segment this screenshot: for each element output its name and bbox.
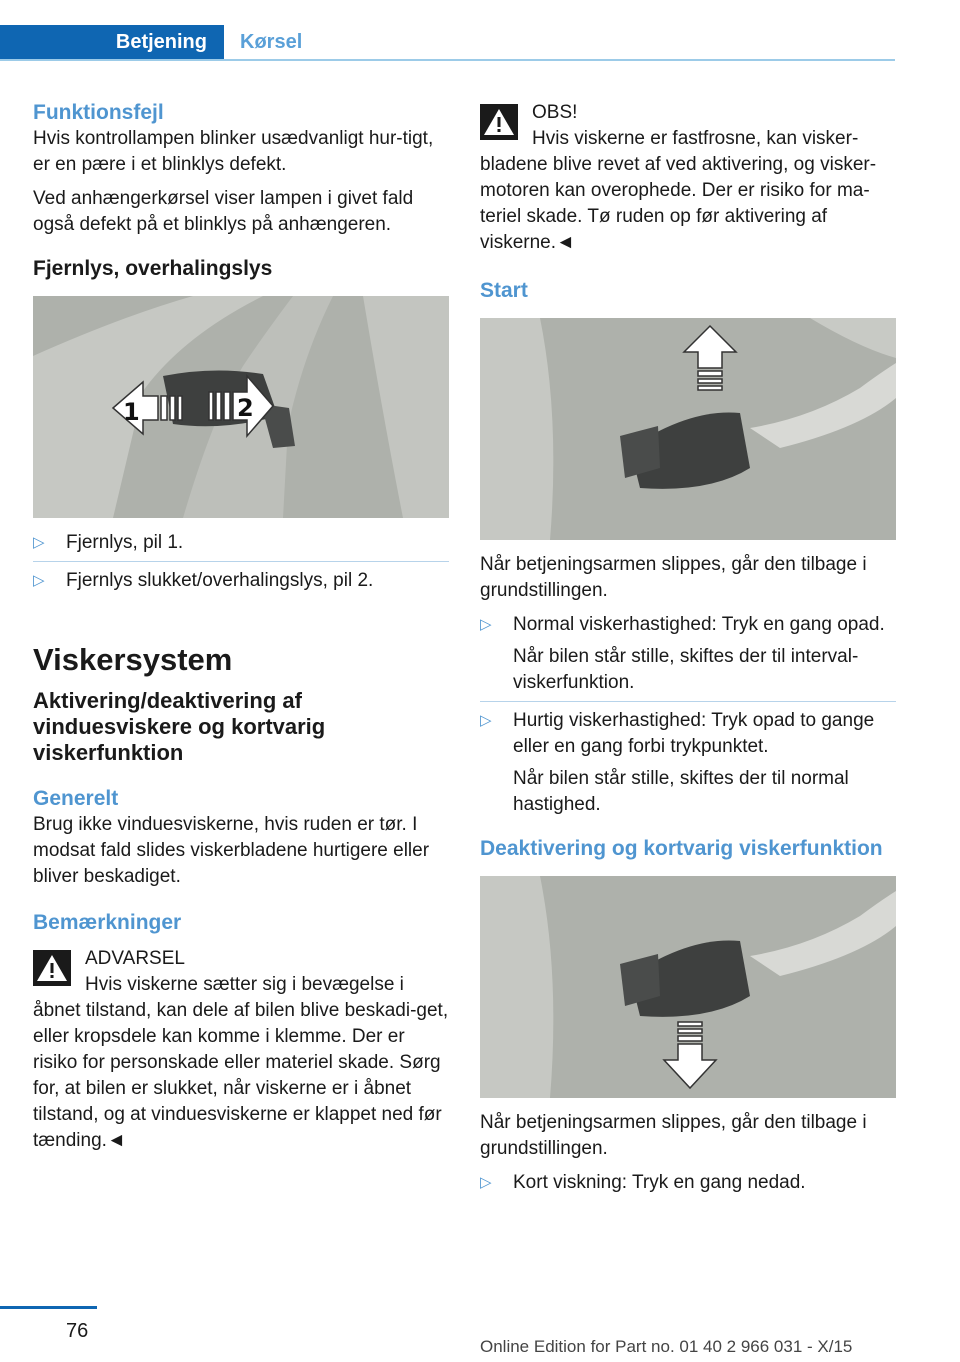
warning-text: åbnet tilstand, kan dele af bilen blive beskadi-get, eller kropsdele kan komme i klemme. Der er risiko for personskade eller materiel skade. Sørg for, at bilen er slukket, når viskerne er i åbnet tilstand, og at vinduesviskerne er klappet ned før tænding.◄ [33,1000,449,1151]
funktionsfejl-heading: Funktionsfejl [33,101,164,124]
figure-label-1: 1 [123,398,140,426]
stalk-down-illustration [480,876,896,1098]
fjernlys-list [33,530,449,594]
stalk-illustration [33,296,449,518]
list-item: ▷ Hurtig viskerhastighed: Tryk opad to gange eller en gang forbi trykpunktet. Når bilen står stille, skiftes der til normal hastighed. [480,710,875,815]
subsection-title: Aktivering/deaktivering af vinduesviskere og kortvarig viskerfunktion [33,688,326,765]
warning-title: ADVARSEL [85,948,185,969]
warning-triangle-icon [480,104,518,140]
list-item: ▷ Kort viskning: Tryk en gang nedad. [480,1170,896,1196]
start-list [480,612,896,818]
obs-text-first-line: Hvis viskerne er fastfrosne, kan visker- [532,128,859,149]
stalk-up-illustration [480,318,896,540]
list-divider [33,561,449,562]
fjernlys-heading: Fjernlys, overhalingslys [33,257,273,280]
deaktivering-figure [480,876,896,1098]
edition-text: Online Edition for Part no. 01 40 2 966 031 - X/15 [480,1337,853,1356]
list-item: ▷ Fjernlys, pil 1. [33,530,449,556]
start-figure [480,318,896,540]
right-column [480,100,896,1196]
tab-betjening[interactable]: Betjening [0,25,224,61]
triangle-bullet-icon: ▷ [480,616,492,633]
generelt-paragraph: Brug ikke vinduesviskerne, hvis ruden er tør. I modsat fald slides viskerbladene hurtigere eller bliver beskadiget. [33,814,430,887]
figure-label-2: 2 [237,394,254,422]
left-column [33,100,449,1162]
section-title: Viskersystem [33,642,233,677]
triangle-bullet-icon: ▷ [33,572,45,589]
footer-accent-line [0,1306,97,1309]
deaktivering-heading: Deaktivering og kortvarig viskerfunktion [480,837,883,860]
start-heading: Start [480,279,528,302]
advarsel-box [33,946,449,998]
deaktivering-caption: Når betjeningsarmen slippes, går den tilbage i grundstillingen. [480,1112,867,1159]
bemaerkninger-heading: Bemærkninger [33,911,182,934]
deaktivering-list [480,1170,896,1196]
warning-triangle-icon [33,950,71,986]
list-item: ▷ Fjernlys slukket/overhalingslys, pil 2. [33,568,449,594]
triangle-bullet-icon: ▷ [480,1174,492,1191]
page-number: 76 [66,1320,89,1342]
list-item: ▷ Normal viskerhastighed: Tryk en gang opad. Når bilen står stille, skiftes der til interval-viskerfunktion. [480,614,885,693]
obs-title: OBS! [532,102,578,123]
warning-text-first-line: Hvis viskerne sætter sig i bevægelse i [85,974,404,995]
obs-box [480,100,896,152]
start-caption: Når betjeningsarmen slippes, går den tilbage i grundstillingen. [480,554,867,601]
obs-text: bladene blive revet af ved aktivering, og visker-motoren kan overophede. Der er risiko for ma-teriel skade. Tø ruden op før aktivering af viskerne.◄ [480,154,877,253]
funktionsfejl-paragraph-1: Hvis kontrollampen blinker usædvanligt hur-tigt, er en pære i et blinklys defekt. [33,128,434,175]
fjernlys-figure [33,296,449,518]
funktionsfejl-paragraph-2: Ved anhængerkørsel viser lampen i givet fald også defekt på et blinklys på anhængeren. [33,188,414,235]
header-divider [0,59,895,61]
tab-korsel[interactable]: Kørsel [240,31,303,53]
triangle-bullet-icon: ▷ [33,534,45,551]
list-divider [480,701,896,702]
triangle-bullet-icon: ▷ [480,712,492,729]
generelt-heading: Generelt [33,787,119,810]
